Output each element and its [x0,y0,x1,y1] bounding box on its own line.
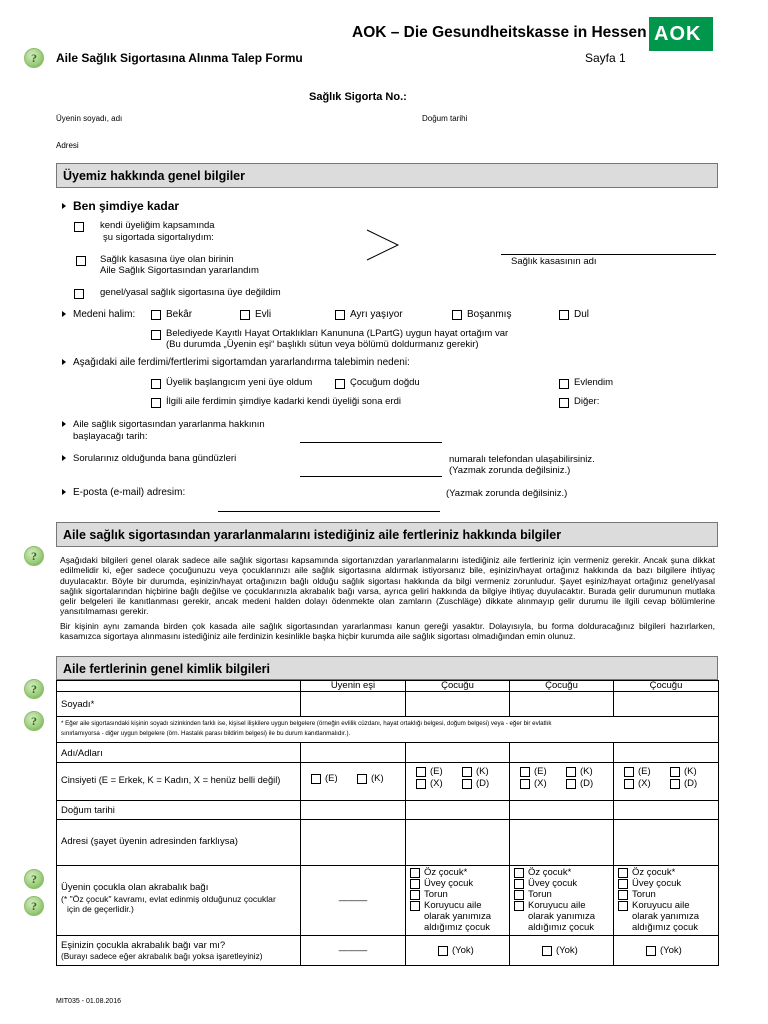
gender-x-label: (X) [534,778,547,789]
phone-line[interactable] [300,476,442,477]
gender-k-checkbox[interactable] [670,767,680,777]
arrow-bullet-icon [62,455,66,461]
reason-membership-ended-label: İlgili aile ferdimin şimdiye kadarki kendi üyeliği sona erdi [166,396,401,407]
email-line[interactable] [218,511,440,512]
col-header-child-1: Çocuğu [406,681,510,692]
help-icon[interactable]: ? [24,48,44,68]
phone-suffix-label: numaralı telefondan ulaşabilirsiniz. [449,454,595,465]
gender-child3-cell [614,763,719,801]
marital-divorced-checkbox[interactable] [452,310,462,320]
firstname-spouse-cell[interactable] [301,743,406,763]
col-header-child-2: Çocuğu [510,681,614,692]
reason-new-member-checkbox[interactable] [151,379,161,389]
address-label: Adresi [56,141,79,150]
marital-separated-checkbox[interactable] [335,310,345,320]
gender-k-label: (K) [684,766,697,777]
gender-e-label: (E) [325,773,338,784]
firstname-child2-cell[interactable] [510,743,614,763]
gender-d-checkbox[interactable] [462,779,472,789]
reason-married-checkbox[interactable] [559,379,569,389]
family-insurance-checkbox[interactable] [76,256,86,266]
gender-x-label: (X) [638,778,651,789]
arrow-bullet-icon [62,203,66,209]
marital-divorced-label: Boşanmış [467,309,512,320]
insurer-name-line[interactable] [501,254,716,255]
gender-child1-cell [406,763,510,801]
gender-x-label: (X) [430,778,443,789]
gender-e-checkbox[interactable] [416,767,426,777]
gender-spouse-cell [301,763,406,801]
relation-foster-option[interactable]: Koruyucu aile [410,900,505,911]
not-member-checkbox[interactable] [74,289,84,299]
surname-note: * Eğer aile sigortasındaki kişinin soyadı sizinkinden farklı ise, kişisel ilişkilere uygun belgelere (örneğin evlilik cüzdanı, hayat ortaklığı belgesi, doğum belgesi) veya - eğer bir evlatlık sınırlamıyorsa - diğer uygun belgelere (örn. Hastalık parası bildirim belgesi) ile bu durum kanıtlanmalıdır.). [57,717,719,743]
relation-stepchild-option[interactable]: Üvey çocuk [514,878,609,889]
page-number: Sayfa 1 [585,51,626,65]
surname-label: Soyadı* [57,692,301,717]
gender-k-checkbox[interactable] [566,767,576,777]
section-identity-header: Aile fertlerinin genel kimlik bilgileri [56,656,718,680]
relation-stepchild-option[interactable]: Üvey çocuk [618,878,714,889]
gender-d-label: (D) [580,778,594,789]
spouse-relation-child2-cell [510,936,614,966]
relation-label: Üyenin çocukla olan akrabalık bağı [61,882,209,893]
section-family-info-header: Aile sağlık sigortasından yararlanmalarını istediğiniz aile fertleriniz hakkında bilgiler [56,522,718,547]
relation-note-2: için de geçerlidir.) [67,904,134,914]
help-icon[interactable]: ? [24,679,44,699]
surname-child1-cell[interactable] [406,692,510,717]
lpartg-checkbox[interactable] [151,330,161,340]
reason-membership-ended-checkbox[interactable] [151,398,161,408]
reason-other-label: Diğer: [574,396,600,407]
gender-label: Cinsiyeti (E = Erkek, K = Kadın, X = henüz belli değil) [57,763,301,801]
arrow-bullet-icon [62,311,66,317]
gender-x-checkbox[interactable] [624,779,634,789]
help-icon[interactable]: ? [24,546,44,566]
spouse-relation-child3-cell [614,936,719,966]
relation-grandchild-option[interactable]: Torun [618,889,714,900]
marital-married-checkbox[interactable] [240,310,250,320]
help-icon[interactable]: ? [24,711,44,731]
aok-logo [649,17,713,51]
marital-widowed-label: Dul [574,309,590,320]
org-title: AOK – Die Gesundheitskasse in Hessen [352,24,647,41]
marital-married-label: Evli [255,309,272,320]
relation-child2-cell: Öz çocuk* Üvey çocuk Torun Koruyucu aile olarak yanımıza aldığımız çocuk [510,866,614,936]
form-title: Aile Sağlık Sigortasına Alınma Talep Formu [56,51,303,65]
family-info-paragraph-2: Bir kişinin aynı zamanda birden çok kasada aile sağlık sigortasından yararlanması kanun gereği yasaktır. Dolayısıyla, bu forma dolduracağınız bilgileri hazırlarken, kasamızca sigortaya alınmasını istediğiniz aile ferdinizin kesinlikle başka hiçbir kurumda aile sağlık sigortası olmadığından emin olunuz. [60,621,715,642]
arrow-bullet-icon [62,421,66,427]
gender-k-label: (K) [371,773,384,784]
firstname-label: Adı/Adları [57,743,301,763]
lpartg-label-2: (Bu durumda „Üyenin eşi“ başlıklı sütun veya bölümü doldurmanız gerekir) [166,339,479,350]
no-relation-option[interactable]: (Yok) [646,945,714,956]
not-member-label: genel/yasal sağlık sigortasına üye değildim [100,287,281,298]
arrow-bullet-icon [62,489,66,495]
gender-e-label: (E) [638,766,651,777]
relation-own-child-option[interactable]: Öz çocuk* [618,867,714,878]
own-membership-checkbox[interactable] [74,222,84,232]
no-relation-option[interactable]: (Yok) [542,945,609,956]
relation-label-cell [57,866,301,936]
arrow-bullet-icon [62,359,66,365]
own-membership-label-2: şu sigortada sigortalıydım: [103,232,214,243]
relation-foster-option[interactable]: Koruyucu aile [514,900,609,911]
surname-spouse-cell[interactable] [301,692,406,717]
contact-label: Sorularınız olduğunda bana gündüzleri [73,453,237,464]
relation-foster-option[interactable]: Koruyucu aile [618,900,714,911]
marital-status-label: Medeni halim: [73,309,136,320]
relation-own-child-option[interactable]: Öz çocuk* [514,867,609,878]
email-label: E-posta (e-mail) adresim: [73,487,186,498]
aok-logo-text: AOK [654,23,702,45]
gender-e-label: (E) [430,766,443,777]
phone-optional-note: (Yazmak zorunda değilsiniz.) [449,465,571,476]
spouse-relation-spouse-cell: ——— [301,936,406,966]
birthdate-child1-cell[interactable] [406,801,510,820]
help-icon[interactable]: ? [24,896,44,916]
birth-date-label: Doğum tarihi [422,114,468,123]
relation-note-1: (* "Öz çocuk" kavramı, evlat edinmiş olduğunuz çocuklar [61,894,276,904]
gender-d-checkbox[interactable] [566,779,576,789]
own-membership-label-1: kendi üyeliğim kapsamında [100,220,215,231]
insurer-name-label: Sağlık kasasının adı [511,256,597,267]
surname-child3-cell[interactable] [614,692,719,717]
relation-stepchild-option[interactable]: Üvey çocuk [410,878,505,889]
gender-k-label: (K) [476,766,489,777]
marital-single-label: Bekâr [166,309,193,320]
reason-married-label: Evlendim [574,377,614,388]
marital-separated-label: Ayrı yaşıyor [350,309,403,320]
gender-e-checkbox[interactable] [311,774,321,784]
email-optional-note: (Yazmak zorunda değilsiniz.) [446,488,568,499]
address-child1-cell[interactable] [406,820,510,866]
spouse-relation-note: (Burayı sadece eğer akrabalık bağı yoksa işaretleyiniz) [61,951,263,961]
birthdate-child3-cell[interactable] [614,801,719,820]
reason-child-born-label: Çocuğum doğdu [350,377,420,388]
reason-other-checkbox[interactable] [559,398,569,408]
help-icon[interactable]: ? [24,869,44,889]
birthdate-child2-cell[interactable] [510,801,614,820]
relation-grandchild-option[interactable]: Torun [514,889,609,900]
col-header-child-3: Çocuğu [614,681,719,692]
form-code: MIT035 - 01.08.2016 [56,998,121,1005]
address-diff-label: Adresi (şayet üyenin adresinden farklıysa) [57,820,301,866]
relation-own-child-option[interactable]: Öz çocuk* [410,867,505,878]
relation-grandchild-option[interactable]: Torun [410,889,505,900]
gender-d-checkbox[interactable] [670,779,680,789]
gender-e-checkbox[interactable] [624,767,634,777]
address-child3-cell[interactable] [614,820,719,866]
start-date-label-1: Aile sağlık sigortasından yararlanma hakkının [73,419,265,430]
lpartg-label-1: Belediyede Kayıtlı Hayat Ortaklıkları Kanununa (LPartG) uygun hayat ortağım var [166,328,509,339]
family-insurance-label-1: Sağlık kasasına üye olan birinin [100,254,234,265]
marital-single-checkbox[interactable] [151,310,161,320]
family-members-table [56,680,719,966]
marital-widowed-checkbox[interactable] [559,310,569,320]
insurance-no-label: Sağlık Sigorta No.: [309,91,407,103]
relation-spouse-cell: ——— [301,866,406,936]
relation-child1-cell: Öz çocuk* Üvey çocuk Torun Koruyucu aile olarak yanımıza aldığımız çocuk [406,866,510,936]
spouse-relation-child1-cell [406,936,510,966]
surname-child2-cell[interactable] [510,692,614,717]
gender-d-label: (D) [476,778,490,789]
gender-d-label: (D) [684,778,698,789]
no-relation-option[interactable]: (Yok) [438,945,505,956]
bracket-arrow [366,229,400,261]
reason-child-born-checkbox[interactable] [335,379,345,389]
gender-child2-cell [510,763,614,801]
start-date-label-2: başlayacağı tarih: [73,431,148,442]
gender-k-checkbox[interactable] [357,774,367,784]
spouse-relation-label: Eşinizin çocukla akrabalık bağı var mı? [61,940,226,951]
firstname-child1-cell[interactable] [406,743,510,763]
family-info-paragraph-1: Aşağıdaki bilgileri genel olarak sadece aile sağlık sigortası kapsamında sigortanızdan yararlanmalarını istediğiniz aile fertleriniz için vermeniz gerekir. Ancak şuna dikkat edilmelidir ki, eğer sadece çocuğunuzu veya çocuklarınızı aile sağlık sigortasına aldırmak istiyorsanız bile, eşinizin/hayat ortağınız hakkında da bazı bilgilere ihtiyaç duyulacaktır. Böyle bir durumda, eşinizin/hayat ortağınızın bağlı olduğu sağlık sigortası hakkında da bilgi vermeniz zorunludur. Şayet eşiniz/hayat ortağınız genel/yasal sağlık sigortalarından hiçbirine bağlı değilse ve çocuklarınızla akrabalık bağı varsa, ayrıca geliri hakkında da bilgiye ihtiyaç duyulacaktır. Burada gelir durumunun mutlaka gelir belgeleri ile kanıtlanması gerekir, ancak medeni halden dolayı ödenmekte olan zamların (Zuschläge) dikkate alınmayıp gelir durumu ile ilgili cevap bölümlerine yansıtılmaması gerekir. [60,555,715,617]
gender-e-label: (E) [534,766,547,777]
gender-e-checkbox[interactable] [520,767,530,777]
gender-k-checkbox[interactable] [462,767,472,777]
birthdate-spouse-cell[interactable] [301,801,406,820]
member-name-label: Üyenin soyadı, adı [56,114,123,123]
family-insurance-label-2: Aile Sağlık Sigortasından yararlandım [100,265,259,276]
gender-k-label: (K) [580,766,593,777]
firstname-child3-cell[interactable] [614,743,719,763]
reason-heading: Aşağıdaki aile ferdimi/fertlerimi sigortamdan yararlandırma talebimin nedeni: [73,357,410,368]
gender-x-checkbox[interactable] [520,779,530,789]
relation-child3-cell: Öz çocuk* Üvey çocuk Torun Koruyucu aile olarak yanımıza aldığımız çocuk [614,866,719,936]
spouse-relation-label-cell [57,936,301,966]
col-header-spouse: Üyenin eşi [301,681,406,692]
table-header-blank [57,681,301,692]
section-general-info-header: Üyemiz hakkında genel bilgiler [56,163,718,188]
until-now-heading: Ben şimdiye kadar [73,199,180,213]
start-date-line[interactable] [300,442,442,443]
address-spouse-cell[interactable] [301,820,406,866]
reason-new-member-label: Üyelik başlangıcım yeni üye oldum [166,377,313,388]
gender-x-checkbox[interactable] [416,779,426,789]
birthdate-label: Doğum tarihi [57,801,301,820]
address-child2-cell[interactable] [510,820,614,866]
